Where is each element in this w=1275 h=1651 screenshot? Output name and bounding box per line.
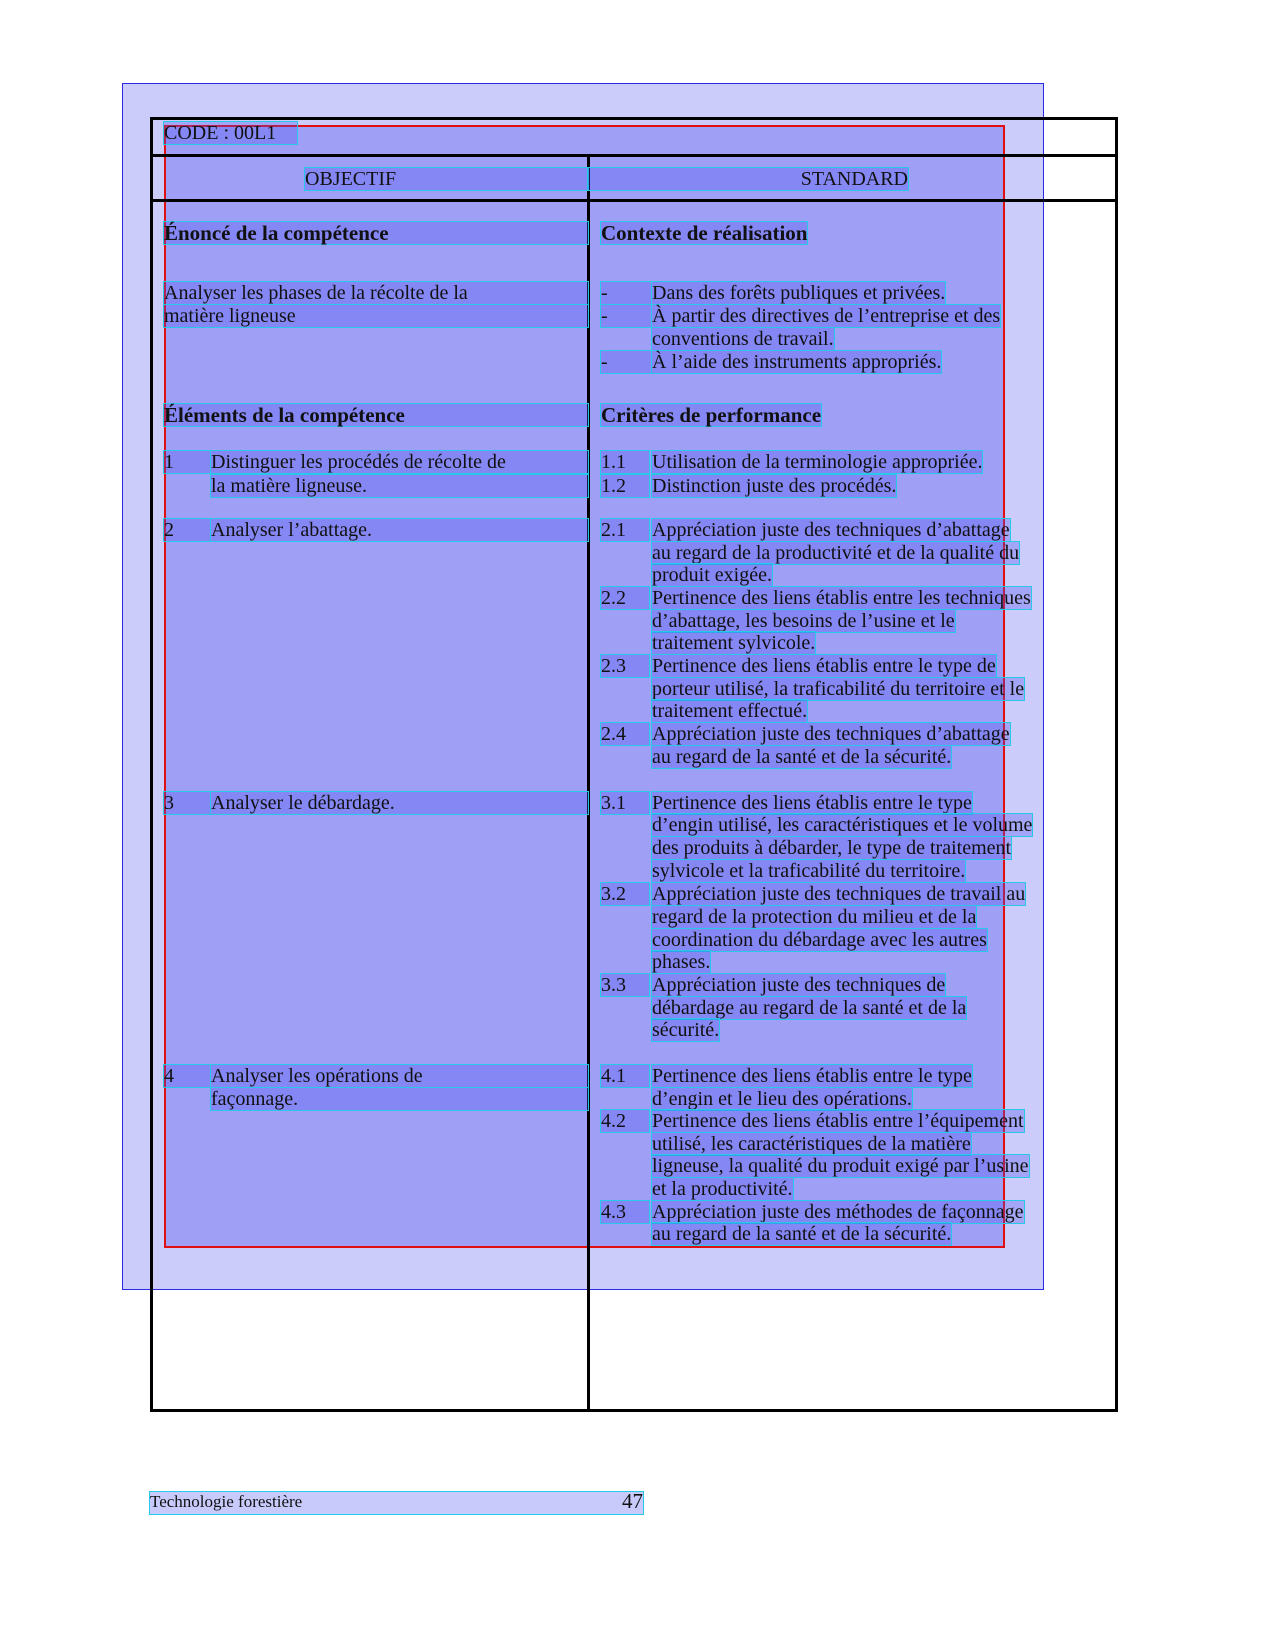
critere-line: traitement effectué. xyxy=(652,700,808,722)
contexte-bullet: - xyxy=(601,305,651,327)
critere-line: Pertinence des liens établis entre l’équipement xyxy=(652,1110,1024,1132)
critere-line: traitement sylvicole. xyxy=(652,632,816,654)
elements-heading: Éléments de la compétence xyxy=(164,404,588,426)
contexte-line: Dans des forêts publiques et privées. xyxy=(652,282,946,304)
element-number: 4 xyxy=(164,1065,210,1087)
element-line: Analyser le débardage. xyxy=(211,792,588,814)
critere-line: des produits à débarder, le type de traitement xyxy=(652,837,1012,859)
criteres-heading: Critères de performance xyxy=(601,403,822,427)
critere-line: Pertinence des liens établis entre les techniques xyxy=(652,587,1031,609)
contexte-line: À partir des directives de l’entreprise et des xyxy=(652,305,1001,327)
footer-title: Technologie forestière xyxy=(150,1492,303,1511)
critere-line: d’engin et le lieu des opérations. xyxy=(652,1088,912,1110)
critere-number: 4.1 xyxy=(601,1065,649,1087)
code-label: CODE : 00L1 xyxy=(164,122,297,144)
element-number: 3 xyxy=(164,792,210,814)
critere-line: Appréciation juste des techniques d’abattage xyxy=(652,519,1010,541)
critere-line: Pertinence des liens établis entre le type xyxy=(652,792,972,814)
column-header-objectif: OBJECTIF xyxy=(305,168,588,190)
critere-line: produit exigée. xyxy=(652,564,772,586)
contexte-line: À l’aide des instruments appropriés. xyxy=(652,351,942,373)
critere-line: phases. xyxy=(652,951,711,973)
critere-line: Utilisation de la terminologie appropriée. xyxy=(652,451,983,473)
critere-number: 4.2 xyxy=(601,1110,649,1132)
critere-number: 3.3 xyxy=(601,974,649,996)
footer-bar xyxy=(150,1489,643,1514)
critere-line: utilisé, les caractéristiques de la matière xyxy=(652,1133,971,1155)
critere-number: 4.3 xyxy=(601,1201,649,1223)
critere-line: au regard de la santé et de la sécurité. xyxy=(652,1223,952,1245)
critere-line: coordination du débardage avec les autres xyxy=(652,929,987,951)
enonce-heading: Énoncé de la compétence xyxy=(164,222,588,244)
critere-line: porteur utilisé, la traficabilité du territoire et le xyxy=(652,678,1025,700)
critere-number: 2.2 xyxy=(601,587,649,609)
critere-line: débardage au regard de la santé et de la xyxy=(652,997,967,1019)
critere-line: Pertinence des liens établis entre le type xyxy=(652,1065,972,1087)
critere-number: 3.2 xyxy=(601,883,649,905)
critere-number: 3.1 xyxy=(601,792,649,814)
critere-line: sécurité. xyxy=(652,1019,720,1041)
element-line: Distinguer les procédés de récolte de xyxy=(211,451,588,473)
critere-line: au regard de la productivité et de la qualité du xyxy=(652,542,1020,564)
critere-line: Appréciation juste des techniques de xyxy=(652,974,946,996)
critere-line: d’abattage, les besoins de l’usine et le xyxy=(652,610,955,632)
critere-line: et la productivité. xyxy=(652,1178,793,1200)
element-line: Analyser l’abattage. xyxy=(211,519,588,541)
enonce-line: Analyser les phases de la récolte de la xyxy=(164,282,588,304)
enonce-line: matière ligneuse xyxy=(164,305,588,327)
page-number: 47 xyxy=(622,1489,643,1513)
element-number: 2 xyxy=(164,519,210,541)
critere-number: 2.1 xyxy=(601,519,649,541)
critere-number: 2.3 xyxy=(601,655,649,677)
contexte-bullet: - xyxy=(601,351,651,373)
critere-line: Appréciation juste des techniques d’abattage xyxy=(652,723,1010,745)
element-number: 1 xyxy=(164,451,210,473)
critere-line: Appréciation juste des techniques de travail au xyxy=(652,883,1026,905)
critere-line: ligneuse, la qualité du produit exigé par l’usine xyxy=(652,1155,1029,1177)
critere-number: 1.1 xyxy=(601,451,649,473)
contexte-line: conventions de travail. xyxy=(652,328,834,350)
critere-line: d’engin utilisé, les caractéristiques et le volume xyxy=(652,814,1033,836)
critere-number: 2.4 xyxy=(601,723,649,745)
critere-line: Pertinence des liens établis entre le type de xyxy=(652,655,996,677)
critere-line: Appréciation juste des méthodes de façonnage xyxy=(652,1201,1024,1223)
critere-line: Distinction juste des procédés. xyxy=(652,475,897,497)
critere-line: au regard de la santé et de la sécurité. xyxy=(652,746,952,768)
element-line: Analyser les opérations de xyxy=(211,1065,588,1087)
critere-line: sylvicole et la traficabilité du territoire. xyxy=(652,860,966,882)
column-header-standard: STANDARD xyxy=(588,168,908,190)
critere-number: 1.2 xyxy=(601,475,649,497)
contexte-bullet: - xyxy=(601,282,651,304)
critere-line: regard de la protection du milieu et de la xyxy=(652,906,977,928)
element-line: la matière ligneuse. xyxy=(211,475,588,497)
contexte-heading: Contexte de réalisation xyxy=(601,221,808,245)
element-line: façonnage. xyxy=(211,1088,588,1110)
